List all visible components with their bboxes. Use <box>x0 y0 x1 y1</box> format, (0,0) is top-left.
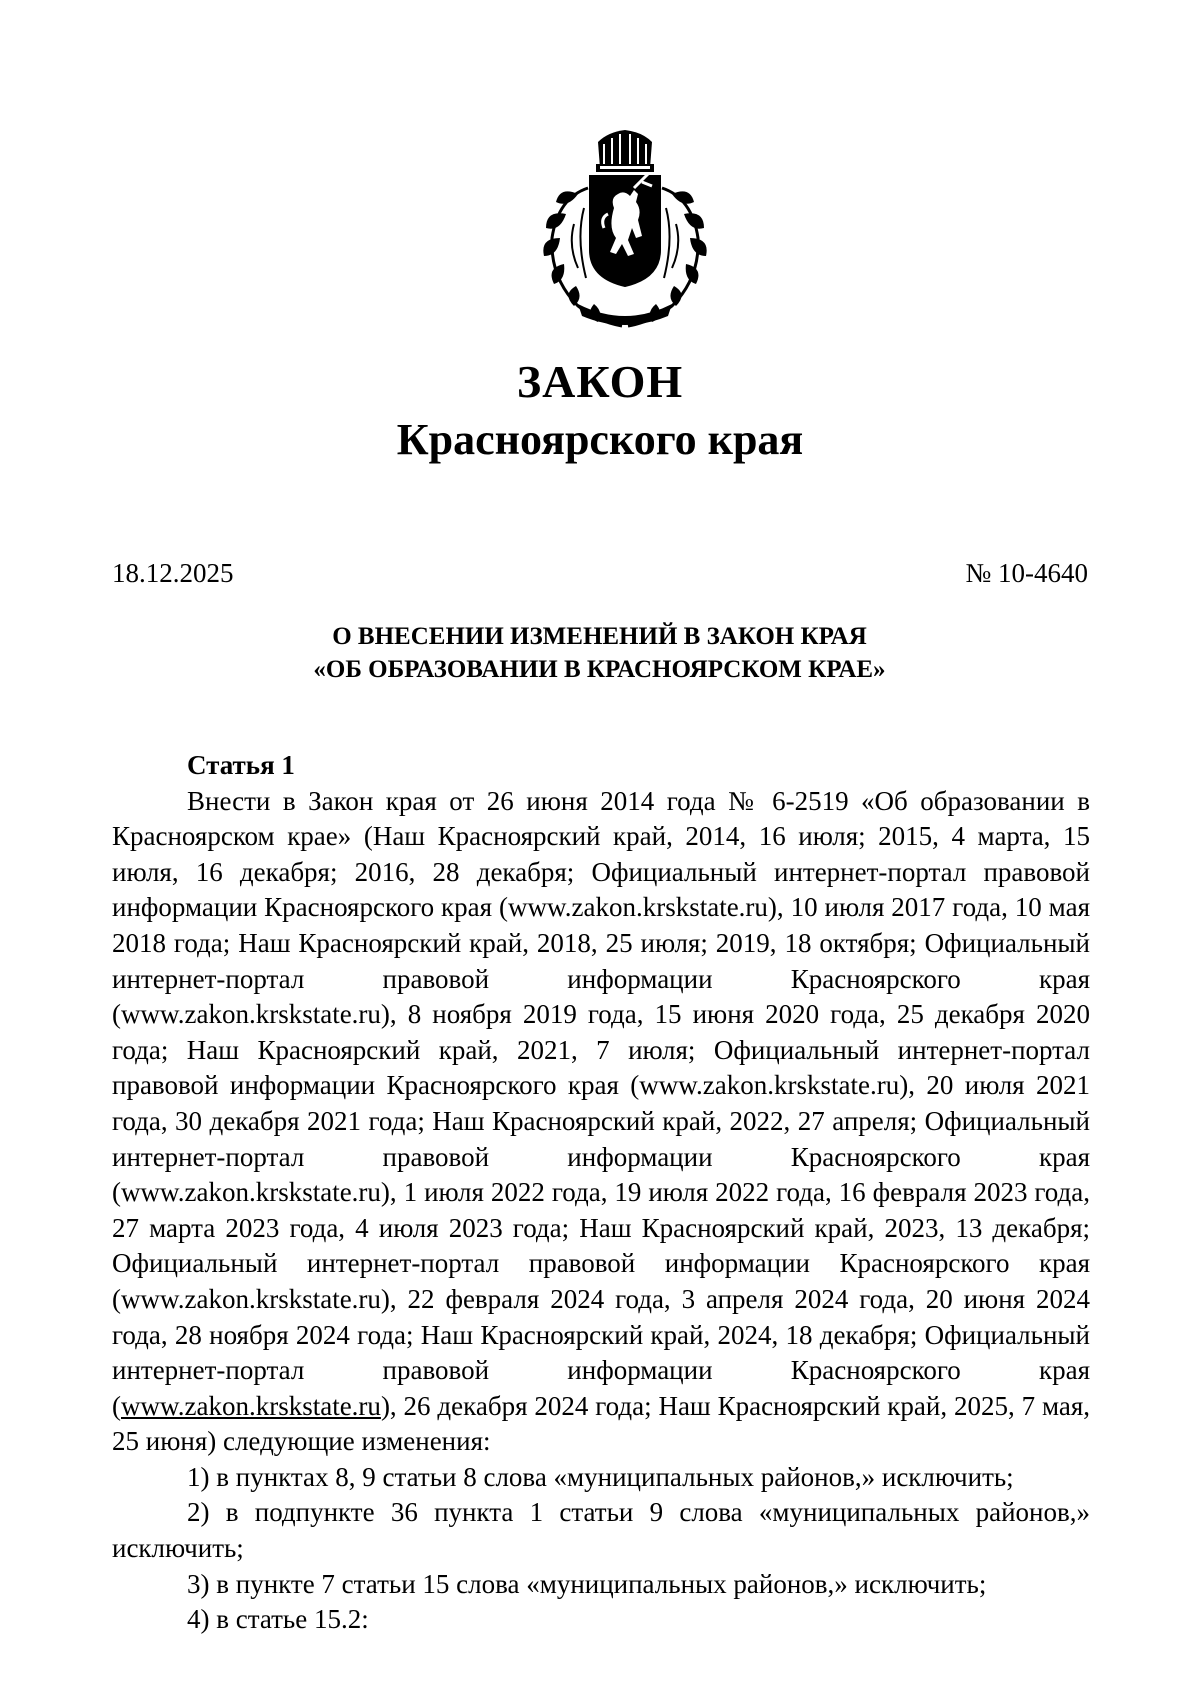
article-intro-text-1: Внести в Закон края от 26 июня 2014 года № 6-2519 «Об образовании в Красноярском крае» (Наш Красноярский край, 2014, 16 июля; 2015, 4 марта, 15 июля, 16 декабря; 2016, 28 декабря; Официальный интернет-портал правовой информации Красноярского края (www.zakon.krskstate.ru), 10 июля 2017 года, 10 мая 2018 года; Наш Красноярский край, 2018, 25 июля; 2019, 18 октября; Официальный интернет-портал правовой информации Красноярского края (www.zakon.krskstate.ru), 8 ноября 2019 года, 15 июня 2020 года, 25 декабря 2020 года; Наш Красноярский край, 2021, 7 июля; Официальный интернет-портал правовой информации Красноярского края (www.zakon.krskstate.ru), 20 июля 2021 года, 30 декабря 2021 года; Наш Красноярский край, 2022, 27 апреля; Официальный интернет-портал правовой информации Красноярского края (www.zakon.krskstate.ru), 1 июля 2022 года, 19 июля 2022 года, 16 февраля 2023 года, 27 марта 2023 года, 4 июля 2023 года; Наш Красноярский край, 2023, 13 декабря; Официальный интернет-портал правовой информации Красноярского края (www.zakon.krskstate.ru), 22 февраля 2024 года, 3 апреля 2024 года, 20 июня 2024 года, 28 ноября 2024 года; Наш Красноярский край, 2024, 18 декабря; Официальный интернет-портал правовой информации Красноярского края ( <box>112 785 1090 1421</box>
document-date: 18.12.2025 <box>112 558 234 588</box>
document-body <box>112 748 1090 1638</box>
coat-of-arms-emblem <box>538 128 712 330</box>
article-intro-paragraph <box>112 784 1090 1460</box>
document-subtitle: Красноярского края <box>396 415 804 464</box>
article-intro-text-2: ), 26 декабря 2024 года; Наш Красноярский край, 2025, 7 мая, 25 июня) следующие изменения: <box>112 1390 1090 1457</box>
list-item: 3) в пункте 7 статьи 15 слова «муниципальных районов,» исключить; <box>187 1568 987 1599</box>
document-title: ЗАКОН <box>516 356 684 407</box>
subject-line-2: «ОБ ОБРАЗОВАНИИ В КРАСНОЯРСКОМ КРАЕ» <box>313 656 886 683</box>
list-item: 1) в пунктах 8, 9 статьи 8 слова «муниципальных районов,» исключить; <box>187 1461 1014 1492</box>
subject-line-1: О ВНЕСЕНИИ ИЗМЕНЕНИЙ В ЗАКОН КРАЯ <box>332 623 867 650</box>
article-heading: Статья 1 <box>187 750 295 780</box>
list-item: 4) в статье 15.2: <box>187 1604 369 1635</box>
document-number: № 10-4640 <box>965 558 1088 588</box>
document-subject <box>112 620 1087 686</box>
list-item: 2) в подпункте 36 пункта 1 статьи 9 слова «муниципальных районов,» исключить; <box>112 1497 1090 1564</box>
portal-link[interactable]: www.zakon.krskstate.ru <box>121 1390 381 1421</box>
